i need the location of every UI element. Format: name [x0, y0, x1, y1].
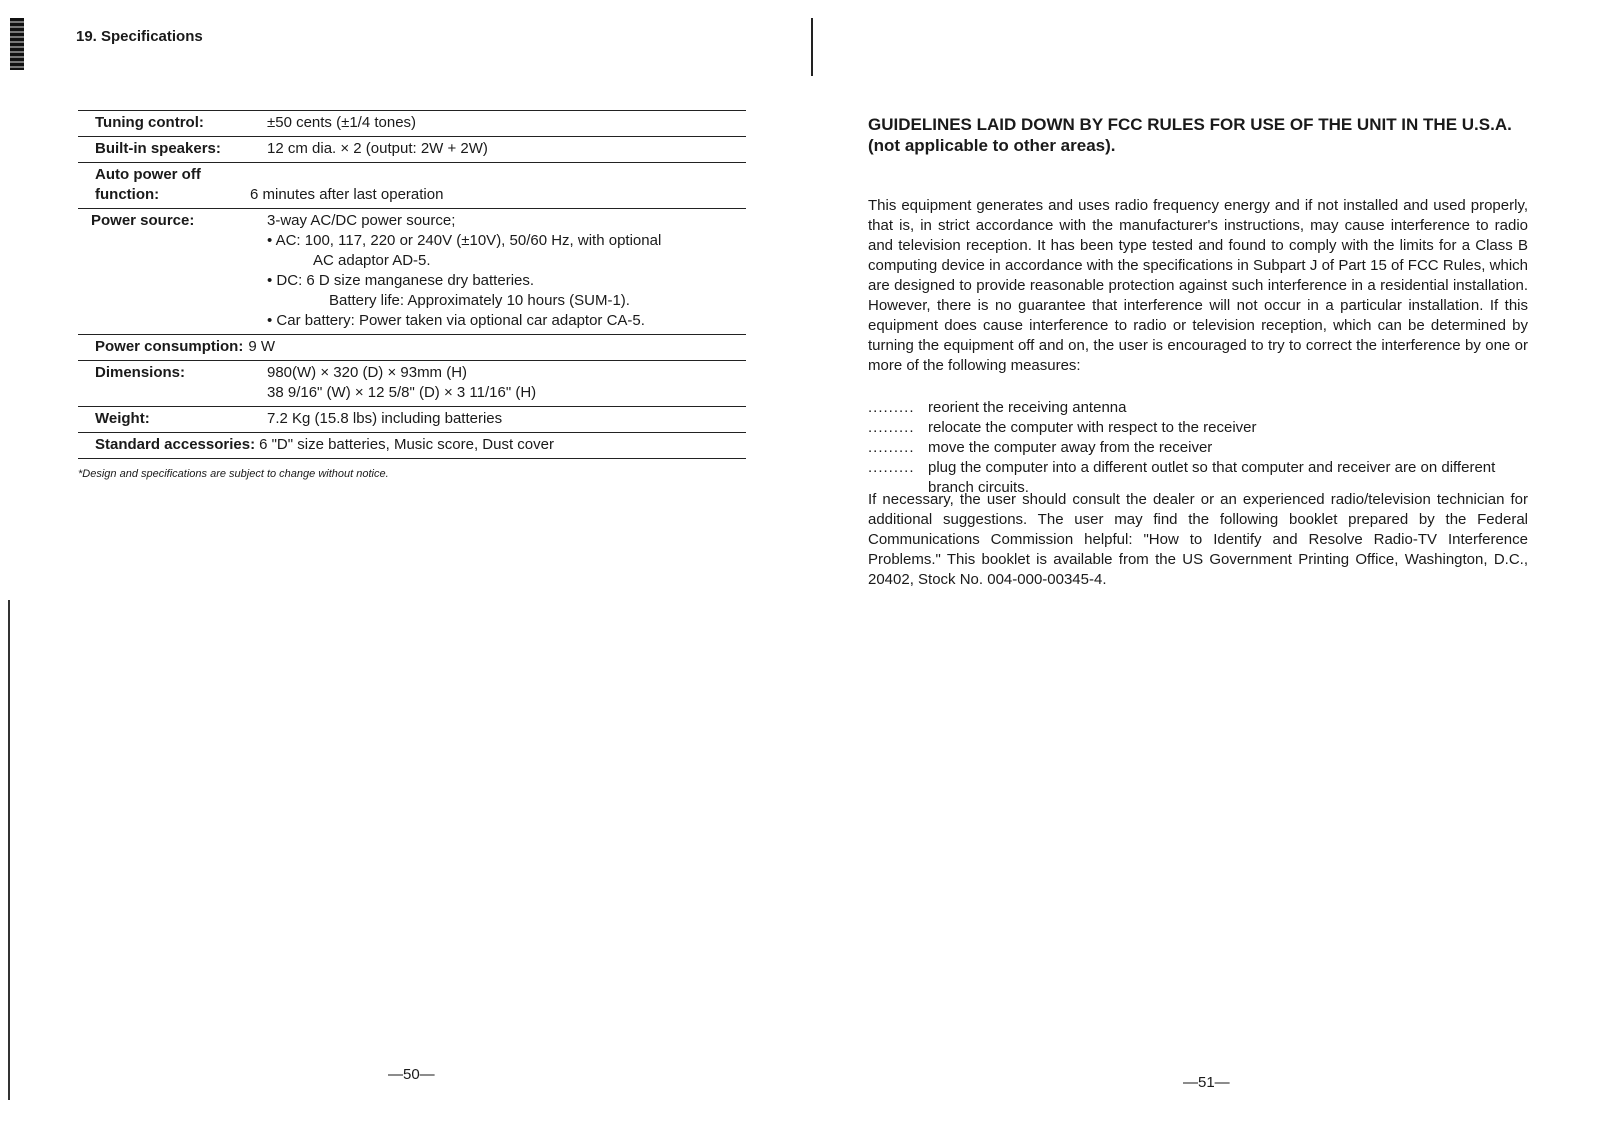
spec-value-line: • AC: 100, 117, 220 or 240V (±10V), 50/60 Hz, with optional — [267, 232, 662, 249]
spec-label: Power consumption: — [95, 338, 244, 355]
spec-row-power-consumption — [78, 335, 746, 361]
spec-value — [267, 113, 746, 133]
spec-label: Built-in speakers: — [95, 140, 221, 157]
spec-value-line: AC adaptor AD-5. — [313, 252, 431, 269]
spec-row-tuning-control — [78, 111, 746, 137]
spec-value-line: 980(W) × 320 (D) × 93mm (H) — [267, 364, 468, 381]
spec-value — [259, 435, 746, 455]
measure-text: move the computer away from the receiver — [928, 439, 1213, 456]
measures-list — [868, 398, 1528, 498]
spec-label: Power source: — [91, 212, 195, 229]
list-item — [868, 418, 1528, 438]
spec-row-power-source — [78, 209, 746, 335]
spec-value — [248, 337, 746, 357]
measure-text: plug the computer into a different outlet so that computer and receiver are on different branch circuits. — [928, 459, 1496, 496]
spec-value — [267, 363, 746, 403]
spec-value-line: 9 W — [248, 338, 276, 355]
leader-dots: ......... — [868, 439, 915, 456]
section-label: 19. Specifications — [76, 28, 203, 45]
spec-value-line: • DC: 6 D size manganese dry batteries. — [267, 272, 535, 289]
page-number-left: —50— — [388, 1066, 435, 1083]
spec-value-line: • Car battery: Power taken via optional car adaptor CA-5. — [267, 312, 645, 329]
spec-label: Standard accessories: — [95, 436, 256, 453]
list-item — [868, 398, 1528, 418]
spec-value-line: 38 9/16" (W) × 12 5/8" (D) × 3 11/16" (H) — [267, 384, 537, 401]
binding-edge-line — [8, 600, 10, 1100]
spec-row-dimensions — [78, 361, 746, 407]
list-item — [868, 438, 1528, 458]
spec-row-standard-accessories — [78, 433, 746, 459]
spec-value-line: 7.2 Kg (15.8 lbs) including batteries — [267, 410, 503, 427]
spec-label: Weight: — [95, 410, 150, 427]
spec-value — [267, 409, 746, 429]
left-page — [0, 0, 790, 1128]
spec-value — [267, 211, 746, 331]
binding-tab-mark — [10, 18, 24, 70]
measure-text: relocate the computer with respect to the receiver — [928, 419, 1257, 436]
measure-text: reorient the receiving antenna — [928, 399, 1127, 416]
leader-dots: ......... — [868, 419, 915, 436]
spec-row-auto-power-off — [78, 163, 746, 209]
spec-value-line: 12 cm dia. × 2 (output: 2W + 2W) — [267, 140, 488, 157]
fcc-guidelines-title: GUIDELINES LAID DOWN BY FCC RULES FOR USE OF THE UNIT IN THE U.S.A. (not applicable to other areas). — [868, 115, 1512, 155]
leader-dots: ......... — [868, 459, 915, 476]
fcc-followup-paragraph: If necessary, the user should consult the dealer or an experienced radio/television technician for additional suggestions. The user may find the following booklet prepared by the Federal Communications Commission helpful: "How to Identify and Resolve Radio-TV Interference Problems." This booklet is available from the US Government Printing Office, Washington, D.C., 20402, Stock No. 004-000-00345-4. — [868, 491, 1528, 588]
spec-value-line: 6 minutes after last operation — [250, 186, 444, 203]
spec-row-weight — [78, 407, 746, 433]
leader-dots: ......... — [868, 399, 915, 416]
spec-label: Dimensions: — [95, 364, 186, 381]
fcc-body-paragraph: This equipment generates and uses radio frequency energy and if not installed and used properly, that is, in strict accordance with the manufacturer's instructions, may cause interference to radio and television reception. It has been type tested and found to comply with the limits for a Class B computing device in accordance with the specifications in Subpart J of Part 15 of FCC Rules, which are designed to provide reasonable protection against such interference in a residential installation. However, there is no guarantee that interference will not occur in a particular installation. If this equipment does cause interference to radio or television reception, which can be determined by turning the equipment off and on, the user is encouraged to try to correct the interference by one or more of the following measures: — [868, 197, 1528, 374]
spec-value-line: ±50 cents (±1/4 tones) — [267, 114, 417, 131]
specifications-note: *Design and specifications are subject to change without notice. — [78, 468, 389, 480]
page-number-right: —51— — [1183, 1074, 1230, 1091]
spec-value — [267, 139, 746, 159]
spec-value-line: 6 "D" size batteries, Music score, Dust cover — [259, 436, 554, 453]
spec-value-line: Battery life: Approximately 10 hours (SUM-1). — [329, 292, 630, 309]
specifications-table — [78, 110, 746, 459]
spec-row-built-in-speakers — [78, 137, 746, 163]
spec-label: Tuning control: — [95, 114, 204, 131]
spec-value-line: 3-way AC/DC power source; — [267, 212, 456, 229]
spec-label: Auto power off function: — [95, 166, 201, 203]
right-page — [800, 0, 1600, 1128]
spec-value — [250, 165, 746, 205]
